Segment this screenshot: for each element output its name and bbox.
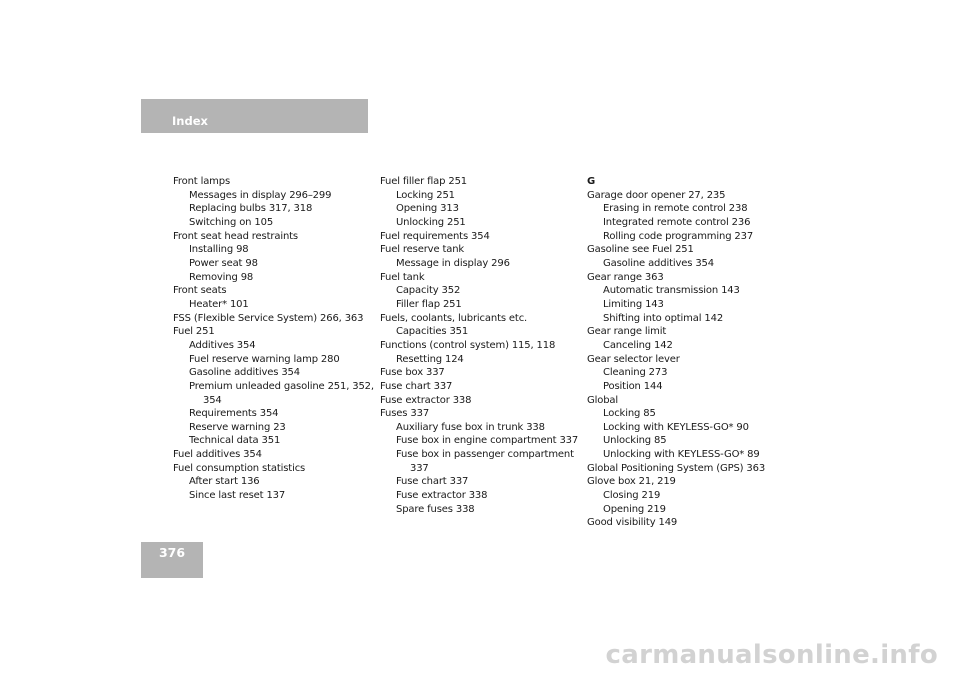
index-subentry: Opening 313 — [396, 203, 459, 215]
index-subentry: Integrated remote control 236 — [603, 216, 751, 228]
index-subentry: Reserve warning 23 — [189, 421, 286, 433]
index-entry: Front seats — [173, 285, 227, 297]
index-column-2 — [380, 175, 578, 516]
index-subentry: Filler flap 251 — [396, 298, 462, 310]
index-entry: Fuel 251 — [173, 326, 215, 338]
index-entry: Fuel reserve tank — [380, 244, 465, 256]
index-subentry: Power seat 98 — [189, 257, 258, 269]
index-entry: Fuel filler flap 251 — [380, 176, 467, 187]
index-subentry: Shifting into optimal 142 — [603, 312, 724, 324]
index-subentry: Limiting 143 — [603, 298, 664, 310]
index-entry: Fuel additives 354 — [173, 449, 262, 461]
index-entry: Garage door opener 27, 235 — [587, 189, 726, 201]
index-subentry: Rolling code programming 237 — [603, 230, 754, 242]
index-subentry: Cleaning 273 — [603, 367, 668, 379]
index-subentry: Fuse chart 337 — [396, 476, 469, 488]
index-entry: Glove box 21, 219 — [587, 476, 676, 488]
index-entry: Global — [587, 394, 618, 406]
index-entry: Front seat head restraints — [173, 230, 298, 242]
index-column-3 — [587, 175, 765, 530]
index-entry: Fuses 337 — [380, 408, 430, 420]
index-letter-heading: G — [587, 176, 596, 187]
index-subentry: 354 — [203, 394, 222, 406]
index-subentry: Automatic transmission 143 — [603, 285, 740, 297]
index-subentry: Unlocking 251 — [396, 216, 466, 228]
index-subentry: Removing 98 — [189, 271, 254, 283]
index-entry: Fuse extractor 338 — [380, 394, 472, 406]
index-subentry: Capacity 352 — [396, 285, 461, 297]
index-subentry: Message in display 296 — [396, 257, 510, 269]
index-subentry: Locking 85 — [603, 408, 656, 420]
index-entry: Gear range limit — [587, 326, 667, 338]
index-subentry: Installing 98 — [189, 244, 249, 256]
watermark: carmanualsonline.info — [605, 640, 938, 670]
index-subentry: Locking 251 — [396, 189, 455, 201]
index-subentry: Spare fuses 338 — [396, 503, 475, 515]
index-subentry: Fuse box in engine compartment 337 — [396, 435, 579, 447]
index-subentry: Heater* 101 — [189, 298, 249, 310]
index-entry: Gear selector lever — [587, 353, 680, 365]
index-column-1 — [173, 175, 374, 503]
page-title: Index — [172, 114, 208, 128]
index-subentry: Fuel reserve warning lamp 280 — [189, 353, 340, 365]
index-entry: Front lamps — [173, 176, 231, 187]
index-subentry: Locking with KEYLESS-GO* 90 — [603, 421, 749, 433]
page-number: 376 — [158, 545, 186, 560]
index-subentry: Requirements 354 — [189, 408, 279, 420]
index-subentry: Messages in display 296–299 — [189, 189, 332, 201]
index-entry: Functions (control system) 115, 118 — [380, 339, 556, 351]
index-subentry: Gasoline additives 354 — [189, 367, 300, 379]
index-subentry: Closing 219 — [603, 490, 661, 502]
index-subentry: Fuse box in passenger compartment — [396, 449, 574, 461]
index-subentry: After start 136 — [189, 476, 260, 488]
index-subentry: Auxiliary fuse box in trunk 338 — [396, 421, 545, 433]
index-entry: Gasoline see Fuel 251 — [587, 244, 694, 256]
index-subentry: Canceling 142 — [603, 339, 673, 351]
index-subentry: Premium unleaded gasoline 251, 352, — [189, 380, 374, 392]
index-entry: FSS (Flexible Service System) 266, 363 — [173, 312, 364, 324]
index-subentry: Capacities 351 — [396, 326, 469, 338]
index-subentry: Unlocking 85 — [603, 435, 667, 447]
index-entry: Gear range 363 — [587, 271, 664, 283]
index-subentry: Technical data 351 — [189, 435, 281, 447]
index-entry: Fuel consumption statistics — [173, 462, 306, 474]
index-subentry: Unlocking with KEYLESS-GO* 89 — [603, 449, 760, 461]
index-subentry: Switching on 105 — [189, 216, 274, 228]
index-entry: Fuel tank — [380, 271, 425, 283]
index-entry: Good visibility 149 — [587, 517, 678, 529]
index-subentry: Erasing in remote control 238 — [603, 203, 748, 215]
index-subentry: Position 144 — [603, 380, 663, 392]
index-entry: Fuels, coolants, lubricants etc. — [380, 312, 528, 324]
index-subentry: Resetting 124 — [396, 353, 464, 365]
index-entry: Fuel requirements 354 — [380, 230, 490, 242]
index-subentry: Additives 354 — [189, 339, 256, 351]
index-subentry: 337 — [410, 462, 429, 474]
index-entry: Fuse chart 337 — [380, 380, 453, 392]
index-entry: Global Positioning System (GPS) 363 — [587, 462, 766, 474]
index-subentry: Since last reset 137 — [189, 490, 286, 502]
index-subentry: Opening 219 — [603, 503, 666, 515]
index-subentry: Gasoline additives 354 — [603, 257, 714, 269]
index-subentry: Fuse extractor 338 — [396, 490, 488, 502]
index-entry: Fuse box 337 — [380, 367, 445, 379]
index-subentry: Replacing bulbs 317, 318 — [189, 203, 313, 215]
